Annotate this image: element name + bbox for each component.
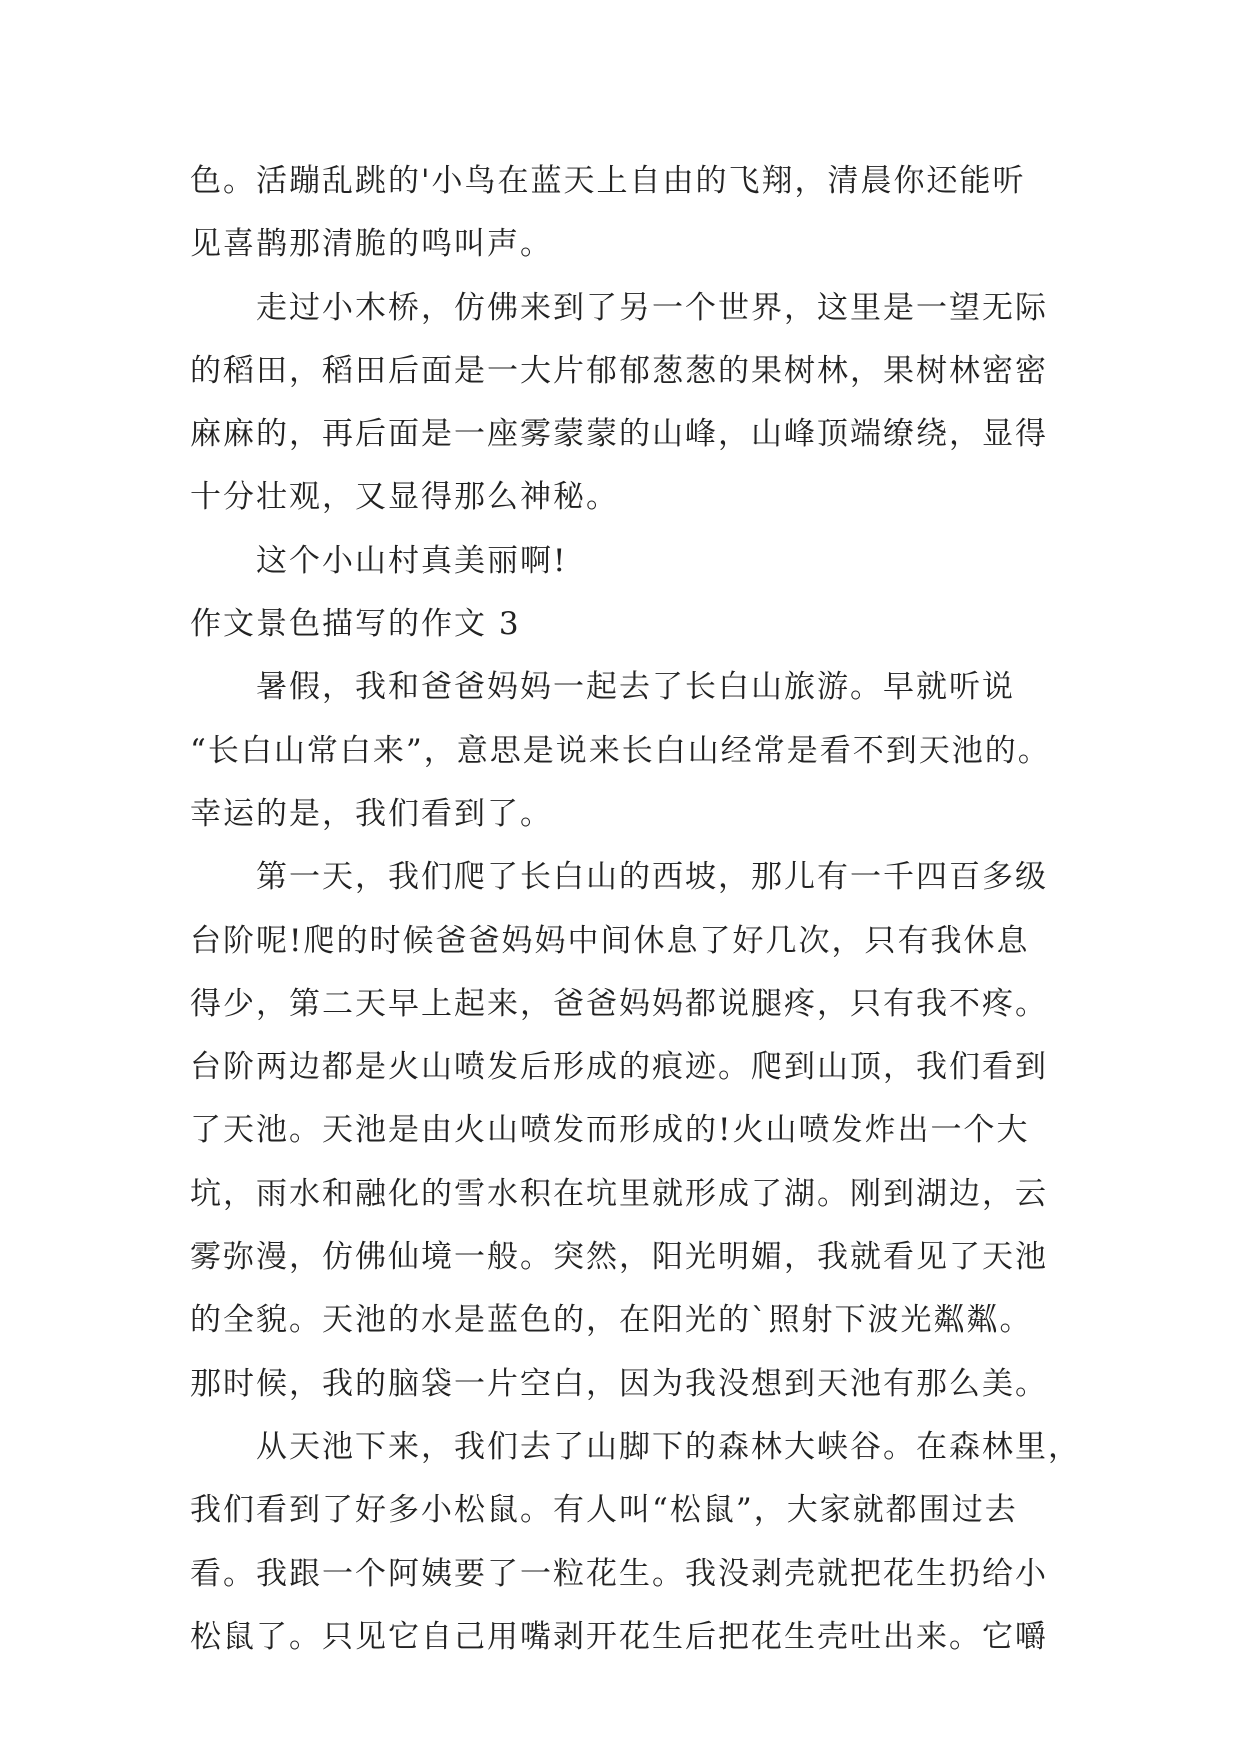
text-line: 雾弥漫，仿佛仙境一般。突然，阳光明媚，我就看见了天池: [190, 1239, 1048, 1276]
text-line: 坑，雨水和融化的雪水积在坑里就形成了湖。刚到湖边，云: [190, 1175, 1048, 1212]
text-line: 得少，第二天早上起来，爸爸妈妈都说腿疼，只有我不疼。: [190, 985, 1048, 1022]
text-line: 台阶呢!爬的时候爸爸妈妈中间休息了好几次，只有我休息: [190, 922, 1030, 959]
text-line: 我们看到了好多小松鼠。有人叫“松鼠”，大家就都围过去: [190, 1492, 1018, 1529]
text-line: 的全貌。天池的水是蓝色的，在阳光的`照射下波光粼粼。: [190, 1302, 1033, 1339]
text-line: 台阶两边都是火山喷发后形成的痕迹。爬到山顶，我们看到: [190, 1049, 1048, 1086]
text-line: 这个小山村真美丽啊!: [256, 542, 568, 579]
text-line: 了天池。天池是由火山喷发而形成的!火山喷发炸出一个大: [190, 1112, 1030, 1149]
text-line: 那时候，我的脑袋一片空白，因为我没想到天池有那么美。: [190, 1365, 1048, 1402]
text-line: 暑假，我和爸爸妈妈一起去了长白山旅游。早就听说: [256, 669, 1015, 706]
document-body: [190, 150, 1081, 1669]
text-line: 松鼠了。只见它自己用嘴剥开花生后把花生壳吐出来。它嚼: [190, 1618, 1048, 1655]
text-line: 第一天，我们爬了长白山的西坡，那儿有一千四百多级: [256, 859, 1048, 896]
text-line: 色。活蹦乱跳的'小鸟在蓝天上自由的飞翔，清晨你还能听: [190, 163, 1026, 199]
text-line: 的稻田，稻田后面是一大片郁郁葱葱的果树林，果树林密密: [190, 352, 1048, 389]
text-line: 见喜鹊那清脆的鸣叫声。: [190, 226, 553, 263]
text-line: 十分壮观，又显得那么神秘。: [190, 479, 619, 516]
section-heading: 作文景色描写的作文 3: [190, 606, 521, 643]
text-line: “长白山常白来”，意思是说来长白山经常是看不到天池的。: [190, 732, 1051, 769]
text-line: 从天池下来，我们去了山脚下的森林大峡谷。在森林里，: [256, 1428, 1081, 1465]
text-line: 走过小木桥，仿佛来到了另一个世界，这里是一望无际: [256, 289, 1048, 326]
text-line: 麻麻的，再后面是一座雾蒙蒙的山峰，山峰顶端缭绕，显得: [190, 416, 1048, 453]
text-line: 幸运的是，我们看到了。: [190, 795, 553, 832]
text-line: 看。我跟一个阿姨要了一粒花生。我没剥壳就把花生扔给小: [190, 1555, 1048, 1592]
